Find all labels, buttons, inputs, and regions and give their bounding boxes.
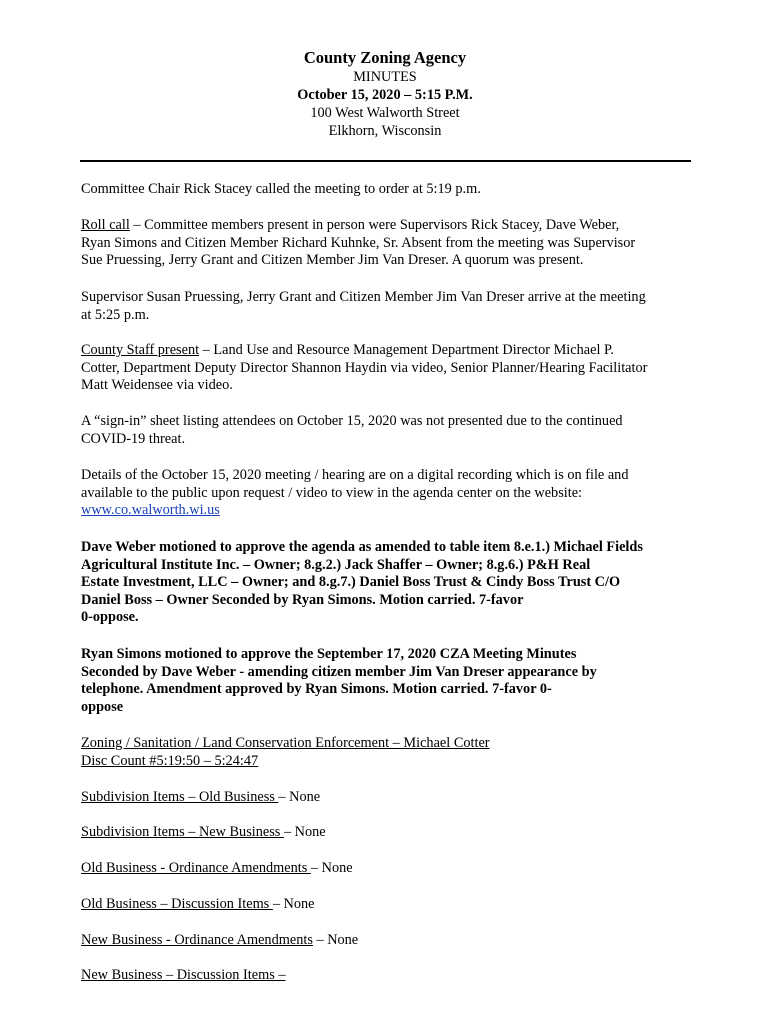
roll-call-text: – Committee members present in person were Supervisors Rick Stacey, Dave Weber, Ryan Simons and Citizen Member Richard Kuhnke, Sr. Absent from the meeting was Supervisor Sue Pruessing, Jerry Grant and Citizen Member Jim Van Dreser. A quorum was present. bbox=[81, 217, 636, 268]
agency-title: County Zoning Agency bbox=[303, 48, 467, 67]
enforcement-heading: Zoning / Sanitation / Land Conservation Enforcement – Michael Cotter bbox=[81, 735, 490, 751]
minutes-motion: Ryan Simons motioned to approve the September 17, 2020 CZA Meeting Minutes Seconded by Dave Weber - amending citizen member Jim Van Dreser appearance by telephone. Amendment approved by Ryan Simons. Motion carried. 7-favor 0- oppose bbox=[81, 646, 597, 715]
old-business-ordinance bbox=[81, 860, 691, 878]
staff-label: County Staff present bbox=[81, 342, 200, 358]
meeting-date: October 15, 2020 – 5:15 P.M. bbox=[297, 87, 473, 103]
old-business-discussion bbox=[81, 896, 691, 914]
document-header bbox=[0, 48, 770, 140]
old-discussion-label: Old Business – Discussion Items bbox=[81, 896, 273, 912]
roll-call-paragraph bbox=[81, 217, 691, 270]
subdivision-new-label: Subdivision Items – New Business bbox=[81, 824, 284, 840]
new-discussion-label: New Business – Discussion Items – bbox=[81, 967, 286, 983]
disc-count: Disc Count #5:19:50 – 5:24:47 bbox=[81, 752, 259, 769]
subdivision-old-value: – None bbox=[278, 789, 321, 805]
new-business-ordinance bbox=[81, 932, 691, 950]
new-ordinance-value: – None bbox=[312, 932, 359, 948]
old-discussion-value: – None bbox=[272, 896, 315, 912]
subdivision-new-business bbox=[81, 824, 691, 842]
new-ordinance-label: New Business - Ordinance Amendments bbox=[81, 932, 313, 948]
details-text: Details of the October 15, 2020 meeting / hearing are on a digital recording which is on file and available to the public upon request / video to view in the agenda center on the website: bbox=[81, 467, 629, 501]
old-ordinance-value: – None bbox=[310, 860, 353, 876]
agenda-motion: Dave Weber motioned to approve the agenda as amended to table item 8.e.1.) Michael Fields Agricultural Institute Inc. – Owner; 8.g.2.) Jack Shaffer – Owner; 8.g.6.) P&H Real Estate Investment, LLC – Owner; and 8.g.7.) Daniel Boss Trust & Cindy Boss Trust C/O Daniel Boss – Owner Seconded by Ryan Simons. Motion carried. 7-favor 0-oppose. bbox=[81, 539, 643, 625]
minutes-label: MINUTES bbox=[353, 69, 417, 85]
meeting-city: Elkhorn, Wisconsin bbox=[328, 123, 442, 139]
subdivision-new-value: – None bbox=[283, 824, 326, 840]
staff-paragraph bbox=[81, 342, 691, 395]
new-business-discussion bbox=[81, 967, 691, 985]
sign-in-paragraph: A “sign-in” sheet listing attendees on October 15, 2020 was not presented due to the continued COVID-19 threat. bbox=[81, 413, 623, 447]
call-to-order: Committee Chair Rick Stacey called the meeting to order at 5:19 p.m. bbox=[81, 181, 481, 197]
header-divider bbox=[80, 160, 691, 162]
staff-text: – Land Use and Resource Management Department Director Michael P. Cotter, Department Deputy Director Shannon Haydin via video, Senior Planner/Hearing Facilitator Matt Weidensee via video. bbox=[81, 342, 648, 393]
details-paragraph bbox=[81, 467, 691, 520]
enforcement-section bbox=[81, 735, 691, 770]
subdivision-old-label: Subdivision Items – Old Business bbox=[81, 789, 279, 805]
late-arrivals: Supervisor Susan Pruessing, Jerry Grant and Citizen Member Jim Van Dreser arrive at the meeting at 5:25 p.m. bbox=[81, 289, 646, 323]
meeting-address: 100 West Walworth Street bbox=[310, 105, 460, 121]
roll-call-label: Roll call bbox=[81, 217, 130, 233]
subdivision-old-business bbox=[81, 789, 691, 807]
old-ordinance-label: Old Business - Ordinance Amendments bbox=[81, 860, 311, 876]
website-link[interactable]: www.co.walworth.wi.us bbox=[81, 502, 220, 518]
